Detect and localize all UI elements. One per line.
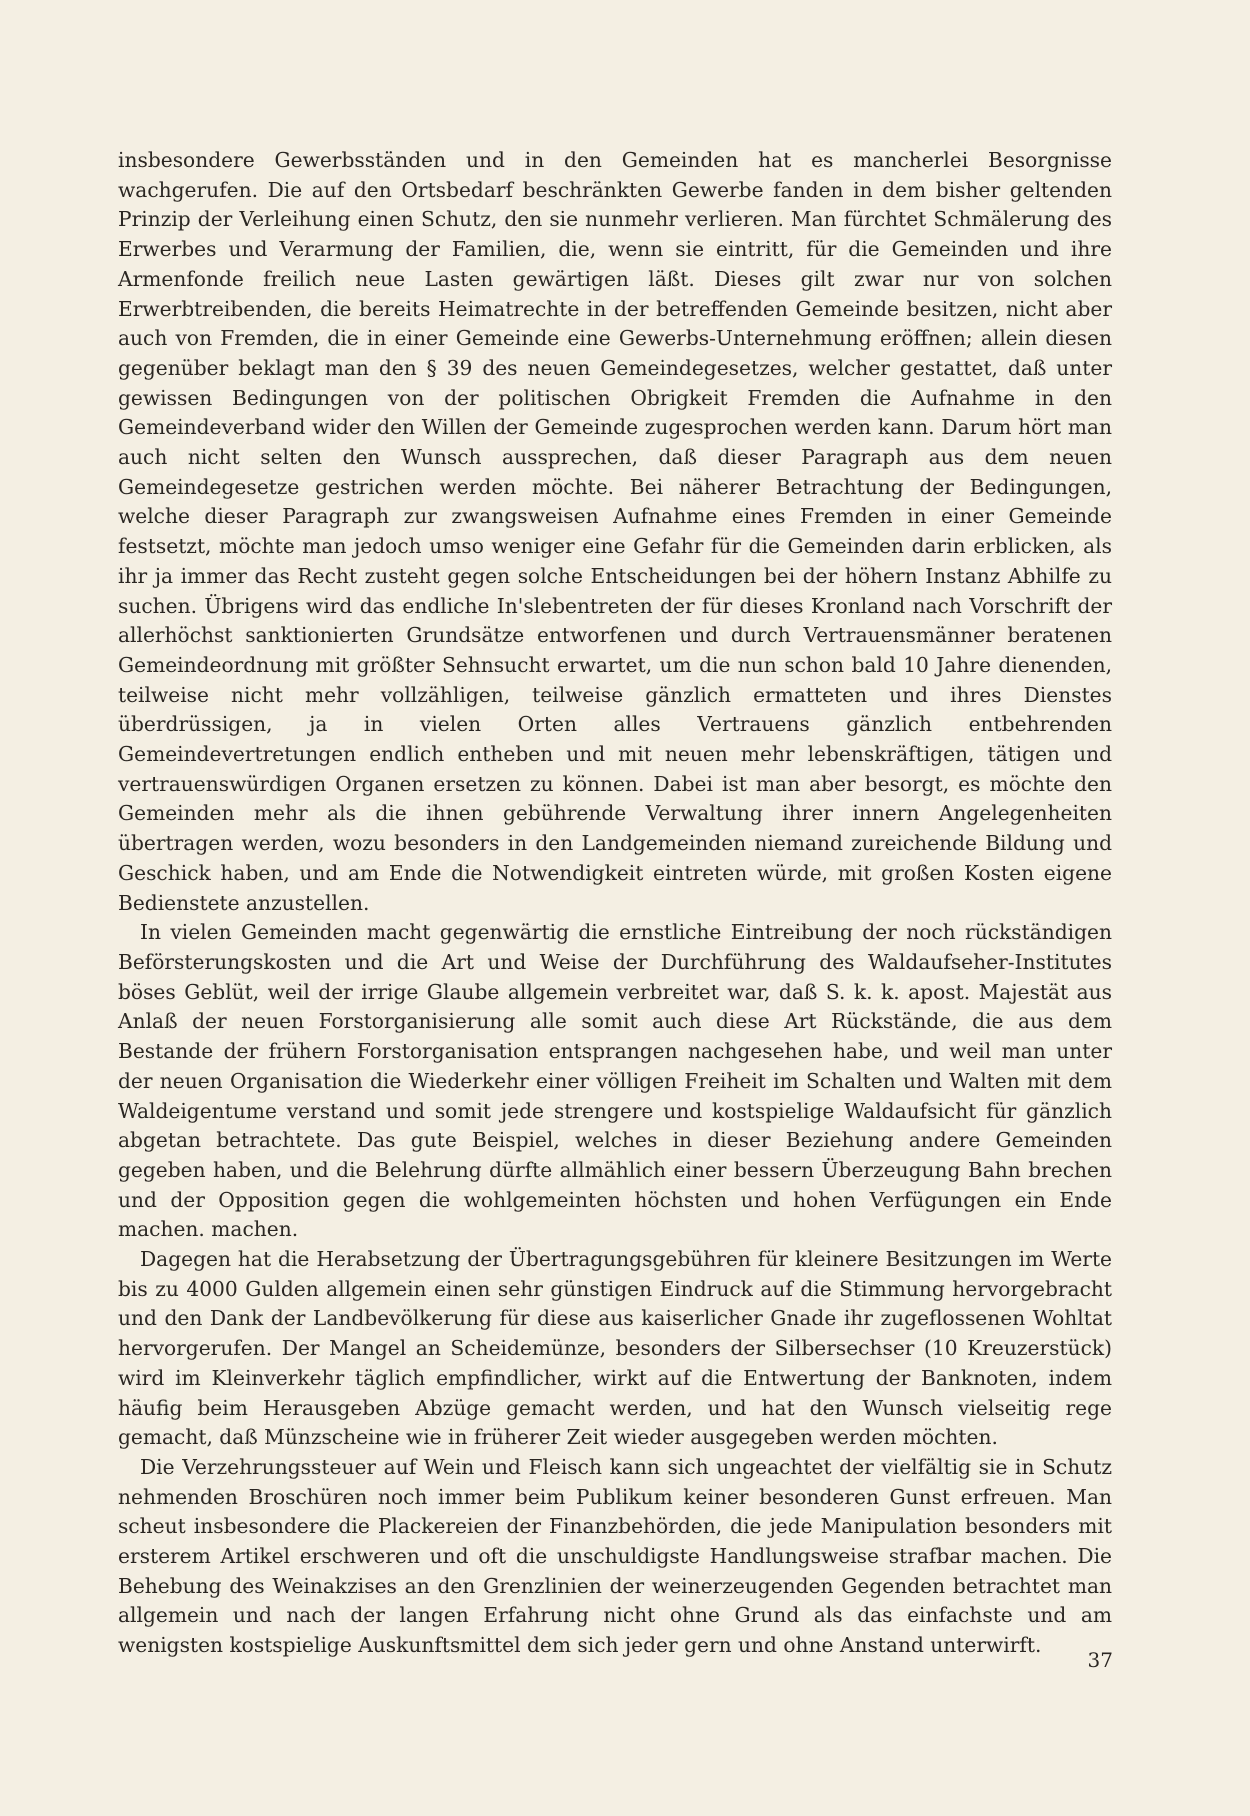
body-text (118, 146, 1112, 1661)
paragraph-4: Die Verzehrungssteuer auf Wein und Fleisch kann sich ungeachtet der vielfältig sie in Schutz nehmenden Broschüren noch immer beim Publikum keiner besonderen Gunst erfreuen. Man scheut insbesondere die Plackereien der Finanzbehörden, die jede Manipulation besonders mit ersterem Artikel erschweren und oft die unschuldigste Handlungsweise strafbar machen. Die Behebung des Weinakzises an den Grenzlinien der weinerzeugenden Gegenden betrachtet man allgemein und nach der langen Erfahrung nicht ohne Grund als das einfachste und am wenigsten kostspielige Auskunftsmittel dem sich jeder gern und ohne Anstand unterwirft. (118, 1454, 1112, 1658)
paragraph-2: In vielen Gemeinden macht gegenwärtig die ernstliche Eintreibung der noch rückständigen Beförsterungskosten und die Art und Weise der Durchführung des Waldaufseher-Institutes böses Geblüt, weil der irrige Glaube allgemein verbreitet war, daß S. k. k. apost. Majestät aus Anlaß der neuen Forstorganisierung alle somit auch diese Art Rückstände, die aus dem Bestande der frühern Forstorganisation entsprangen nachgesehen habe, und weil man unter der neuen Organisation die Wiederkehr einer völligen Freiheit im Schalten und Walten mit dem Waldeigentume verstand und somit jede strengere und kostspielige Waldaufsicht für gänzlich abgetan betrachtete. Das gute Beispiel, welches in dieser Beziehung andere Gemeinden gegeben haben, und die Belehrung dürfte allmählich einer bessern Überzeugung Bahn brechen und der Opposition gegen die wohlgemeinten höchsten und hohen Verfügungen ein Ende machen. machen. (118, 920, 1112, 1242)
page-number: 37 (1087, 1648, 1113, 1672)
paragraph-3: Dagegen hat die Herabsetzung der Übertragungsgebühren für kleinere Besitzungen im Werte bis zu 4000 Gulden allgemein einen sehr günstigen Eindruck auf die Stimmung hervorgebracht und den Dank der Landbevölkerung für diese aus kaiserlicher Gnade ihr zugeflossenen Wohltat hervorgerufen. Der Mangel an Scheidemünze, besonders der Silbersechser (10 Kreuzerstück) wird im Kleinverkehr täglich empfindlicher, wirkt auf die Entwertung der Banknoten, indem häufig beim Herausgeben Abzüge gemacht werden, und hat den Wunsch vielseitig rege gemacht, daß Münzscheine wie in früherer Zeit wieder ausgegeben werden möchten. (118, 1247, 1112, 1450)
paragraph-1: insbesondere Gewerbsständen und in den Gemeinden hat es mancherlei Besorgnisse wachgerufen. Die auf den Ortsbedarf beschränkten Gewerbe fanden in dem bisher geltenden Prinzip der Verleihung einen Schutz, den sie nunmehr verlieren. Man fürchtet Schmälerung des Erwerbes und Verarmung der Familien, die, wenn sie eintritt, für die Gemeinden und ihre Armenfonde freilich neue Lasten gewärtigen läßt. Dieses gilt zwar nur von solchen Erwerbtreibenden, die bereits Heimatrechte in der betreffenden Gemeinde besitzen, nicht aber auch von Fremden, die in einer Gemeinde eine Gewerbs-Unternehmung eröffnen; allein diesen gegenüber beklagt man den § 39 des neuen Gemeindegesetzes, welcher gestattet, daß unter gewissen Bedingungen von der politischen Obrigkeit Fremden die Aufnahme in den Gemeindeverband wider den Willen der Gemeinde zugesprochen werden kann. Darum hört man auch nicht selten den Wunsch aussprechen, daß dieser Paragraph aus dem neuen Gemeindegesetze gestrichen werden möchte. Bei näherer Betrachtung der Bedingungen, welche dieser Paragraph zur zwangsweisen Aufnahme eines Fremden in einer Gemeinde festsetzt, möchte man jedoch umso weniger eine Gefahr für die Gemeinden darin erblicken, als ihr ja immer das Recht zusteht gegen solche Entscheidungen bei der höhern Instanz Abhilfe zu suchen. Übrigens wird das endliche In'slebentreten der für dieses Kronland nach Vorschrift der allerhöchst sanktionierten Grundsätze entworfenen und durch Vertrauensmänner beratenen Gemeindeordnung mit größter Sehnsucht erwartet, um die nun schon bald 10 Jahre dienenden, teilweise nicht mehr vollzähligen, teilweise gänzlich ermatteten und ihres Dienstes überdrüssigen, ja in vielen Orten alles Vertrauens gänzlich entbehrenden Gemeindevertretungen endlich entheben und mit neuen mehr lebenskräftigen, tätigen und vertrauenswürdigen Organen ersetzen zu können. Dabei ist man aber besorgt, es möchte den Gemeinden mehr als die ihnen gebührende Verwaltung ihrer innern Angelegenheiten übertragen werden, wozu besonders in den Landgemeinden niemand zureichende Bildung und Geschick haben, und am Ende die Notwendigkeit eintreten würde, mit großen Kosten eigene Bedienstete anzustellen. (118, 148, 1112, 915)
